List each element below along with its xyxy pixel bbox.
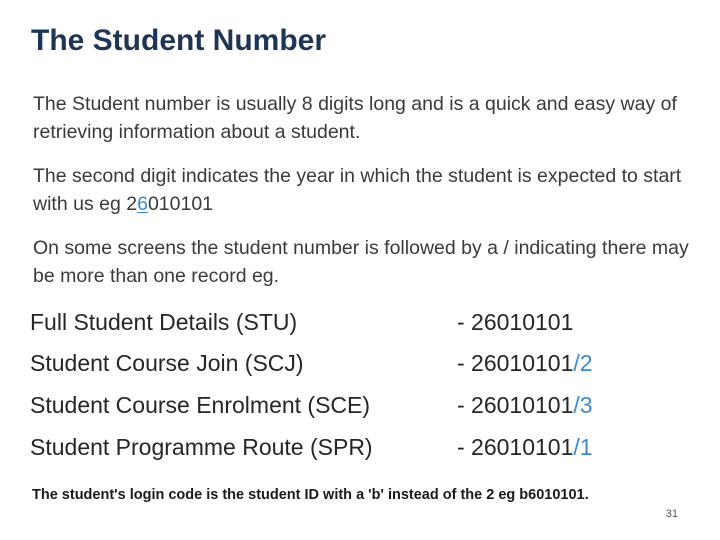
record-suffix: /3 bbox=[573, 392, 593, 418]
example-rest: 010101 bbox=[147, 193, 214, 215]
record-row-spr bbox=[30, 427, 670, 467]
record-row-scj bbox=[30, 343, 670, 383]
slide-title: The Student Number bbox=[31, 24, 327, 57]
record-row-sce bbox=[30, 385, 670, 425]
example-prefix: 2 bbox=[126, 193, 138, 215]
paragraph-record-suffix: On some screens the student number is followed by a / indicating there may be more than one record eg. bbox=[33, 237, 689, 287]
example-number bbox=[126, 193, 213, 215]
record-number: - 26010101 bbox=[457, 392, 574, 418]
paragraph-second-digit bbox=[33, 162, 703, 218]
record-suffix: /2 bbox=[573, 350, 593, 376]
record-value bbox=[457, 427, 593, 467]
example-highlight-digit: 6 bbox=[137, 193, 148, 215]
record-number: - 26010101 bbox=[457, 309, 574, 335]
paragraph-second-digit-text: The second digit indicates the year in which the student is expected to start with us eg bbox=[33, 165, 682, 215]
paragraph-intro: The Student number is usually 8 digits long and is a quick and easy way of retrieving information about a student. bbox=[33, 93, 677, 143]
record-row-stu bbox=[30, 302, 670, 342]
record-value bbox=[457, 343, 593, 383]
record-suffix: /1 bbox=[573, 434, 593, 460]
footer-note: The student's login code is the student ID with a 'b' instead of the 2 eg b6010101. bbox=[32, 487, 589, 503]
record-label: Student Course Enrolment (SCE) bbox=[30, 392, 371, 418]
record-label: Full Student Details (STU) bbox=[30, 309, 298, 335]
record-number: - 26010101 bbox=[457, 350, 574, 376]
record-value bbox=[457, 385, 593, 425]
record-value bbox=[457, 302, 573, 342]
record-number: - 26010101 bbox=[457, 434, 574, 460]
record-label: Student Programme Route (SPR) bbox=[30, 434, 373, 460]
record-label: Student Course Join (SCJ) bbox=[30, 350, 304, 376]
page-number: 31 bbox=[665, 508, 678, 520]
